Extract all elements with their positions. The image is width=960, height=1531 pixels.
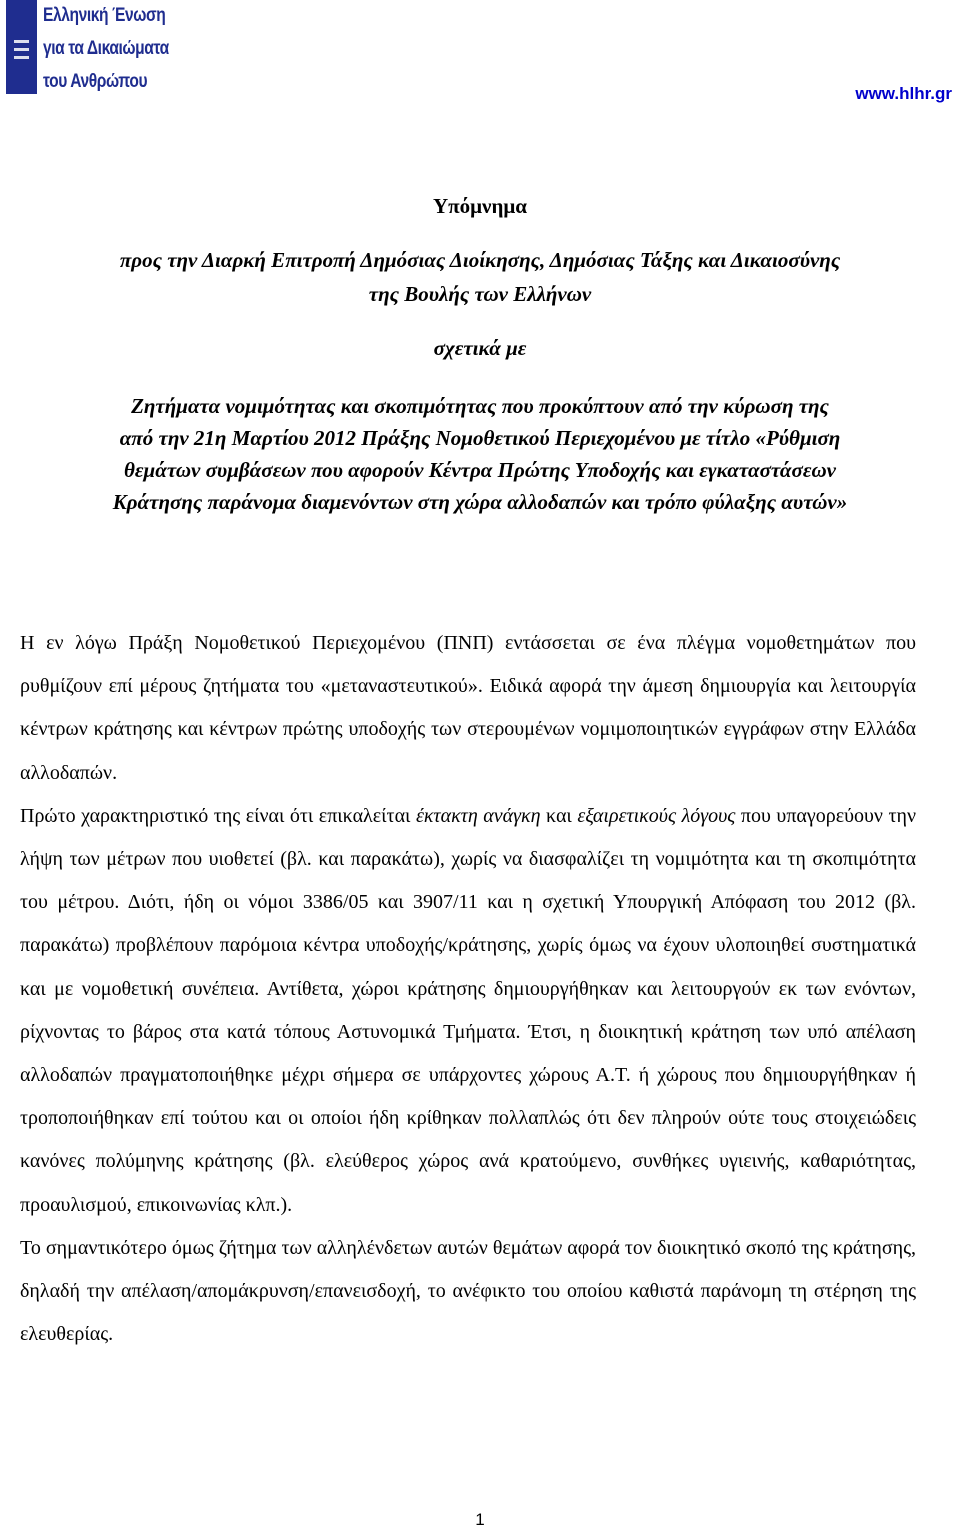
logo-emblem [6, 0, 37, 94]
subject-block [20, 390, 940, 518]
website-link[interactable]: www.hlhr.gr [855, 84, 952, 103]
document-heading: Υπόμνημα [432, 194, 527, 218]
paragraph-2-text-c: που υπαγορεύουν την λήψη των μέτρων που υιοθετεί (βλ. και παρακάτω), χωρίς να διασφαλίζει τη νομιμότητα και τη σκοπιμότητα του μέτρου. Διότι, ήδη οι νόμοι 3386/05 και 3907/11 και η σχετική Υπουργική Απόφαση του 2012 (βλ. παρακάτω) προβλέπουν παρόμοια κέντρα υποδοχής/κράτησης, χωρίς όμως να έχουν υλοποιηθεί συστηματικά και με νομοθετική συνέπεια. Αντίθετα, χώροι κράτησης δημιουργήθηκαν και λειτουργούν εκ των ενόντων, ρίχνοντας το βάρος στα κατά τόπους Αστυνομικά Τμήματα. Έτσι, η διοικητική κράτηση των υπό απέλαση αλλοδαπών πραγματοποιήθηκε μέχρι σήμερα σε υπάρχοντες χώρους Α.Τ. ή χώρους που δημιουργήθηκαν ή τροποποιήθηκαν επί τούτου και οι οποίοι ήδη κρίθηκαν πολλαπλώς ότι δεν πληρούν ούτε τους στοιχειώδεις κανόνες πολύμηνης κράτησης (βλ. ελεύθερος χώρος ανά κρατούμενο, συνθήκες υγιεινής, καθαριότητας, προαυλισμού, επικοινωνίας κλπ.). [20, 804, 917, 1216]
logo-line-3: του Ανθρώπου [42, 71, 147, 92]
paragraph-2-text-a: Πρώτο χαρακτηριστικό της είναι ότι επικαλείται [20, 804, 416, 827]
organization-logo [6, 0, 196, 96]
paragraph-2-emphasis-2: εξαιρετικούς λόγους [577, 804, 736, 827]
page-number: 1 [475, 1510, 485, 1529]
addressee-line-2: της Βουλής των Ελλήνων [368, 282, 592, 306]
logo-wordmark [43, 0, 169, 96]
addressee-line-1: προς την Διαρκή Επιτροπή Δημόσιας Διοίκησης, Δημόσιας Τάξης και Δικαιοσύνης [119, 248, 841, 272]
subject-line-1: Ζητήματα νομιμότητας και σκοπιμότητας που προκύπτουν από την κύρωση της [131, 394, 829, 418]
paragraph-2-emphasis-1: έκτακτη ανάγκη [415, 804, 541, 827]
subject-line-2: από την 21η Μαρτίου 2012 Πράξης Νομοθετικού Περιεχομένου με τίτλο «Ρύθμιση [119, 426, 841, 450]
paragraph-3: Το σημαντικότερο όμως ζήτημα των αλληλένδετων αυτών θεμάτων αφορά τον διοικητικό σκοπό της κράτησης, δηλαδή την απέλαση/απομάκρυνση/επανεισδοχή, το ανέφικτο του οποίου καθιστά παράνομη τη στέρηση της ελευθερίας. [20, 1236, 916, 1346]
document-body [20, 622, 916, 1356]
regarding-label: σχετικά με [433, 336, 527, 360]
subject-line-4: Κράτησης παράνομα διαμενόντων στη χώρα αλλοδαπών και τρόπο φύλαξης αυτών» [112, 490, 848, 514]
logo-line-2: για τα Δικαιώματα [42, 38, 169, 59]
subject-line-3: θεμάτων συμβάσεων που αφορούν Κέντρα Πρώτης Υποδοχής και εγκαταστάσεων [124, 458, 836, 482]
logo-line-1: Ελληνική Ένωση [42, 5, 165, 26]
paragraph-2-text-b: και [540, 804, 578, 827]
paragraph-2 [20, 795, 916, 1227]
paragraph-1: Η εν λόγω Πράξη Νομοθετικού Περιεχομένου (ΠΝΠ) εντάσσεται σε ένα πλέγμα νομοθετημάτων που ρυθμίζουν επί μέρους ζητήματα του «μεταναστευτικού». Ειδικά αφορά την άμεση δημιουργία και λειτουργία κέντρων κράτησης και κέντρων πρώτης υποδοχής των στερουμένων νομιμοποιητικών εγγράφων στην Ελλάδα αλλοδαπών. [20, 632, 916, 784]
